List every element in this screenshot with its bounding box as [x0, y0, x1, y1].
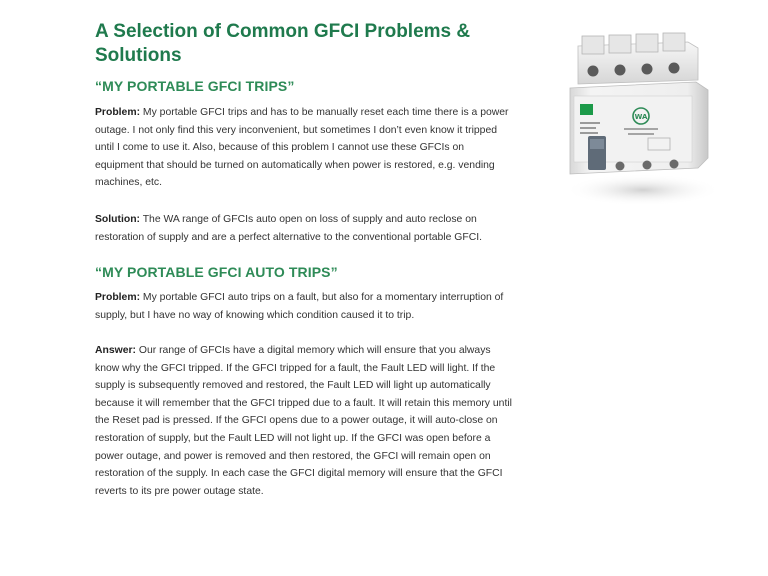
section-heading-portable-gfci-auto-trips: “MY PORTABLE GFCI AUTO TRIPS” — [95, 264, 338, 280]
problem-label: Problem: — [95, 107, 141, 118]
problem-paragraph-1 — [95, 104, 515, 192]
solution-label: Solution: — [95, 214, 141, 225]
problem-text: My portable GFCI auto trips on a fault, but also for a momentary interruption of supply, but I have no way of knowing which condition caused it to trip. — [95, 292, 504, 321]
device-logo-text: WA — [634, 113, 648, 121]
section-heading-portable-gfci-trips: “MY PORTABLE GFCI TRIPS” — [95, 78, 295, 94]
answer-label: Answer: — [95, 345, 136, 356]
solution-paragraph — [95, 211, 515, 246]
gfci-breaker-icon — [548, 18, 723, 213]
problem-text: My portable GFCI trips and has to be manually reset each time there is a power outage. I not only find this very inconvenient, but sometimes I don’t even know it tripped until I come to use it. Also, because of this problem I cannot use these GFCIs on equipment that should be turned on automatically when power is restored, e.g. vending machines, etc. — [95, 107, 509, 189]
answer-text: Our range of GFCIs have a digital memory which will ensure that you always know why the GFCI tripped. If the GFCI tripped for a fault, the Fault LED will light. If the supply is subsequently removed and restored, the Fault LED will light up automatically because it will remember that the GFCI tripped due to a fault. It will retain this memory until the Reset pad is pressed. If the GFCI opens due to a power outage, it will auto-close on restoration of supply, but the Fault LED will not light up. If the GFCI was open before a power outage, and power is removed and then restored, the GFCI will remain open on restoration of the supply. In each case the GFCI digital memory will ensure that the GFCI reverts to its pre power outage state. — [95, 345, 512, 497]
gfci-device-image — [548, 18, 723, 213]
answer-paragraph — [95, 342, 515, 500]
page-title: A Selection of Common GFCI Problems & Solutions — [95, 21, 471, 66]
solution-text: The WA range of GFCIs auto open on loss of supply and auto reclose on restoration of supply and are a perfect alternative to the conventional portable GFCI. — [95, 214, 482, 243]
problem-label: Problem: — [95, 292, 141, 303]
problem-paragraph-2 — [95, 289, 515, 324]
